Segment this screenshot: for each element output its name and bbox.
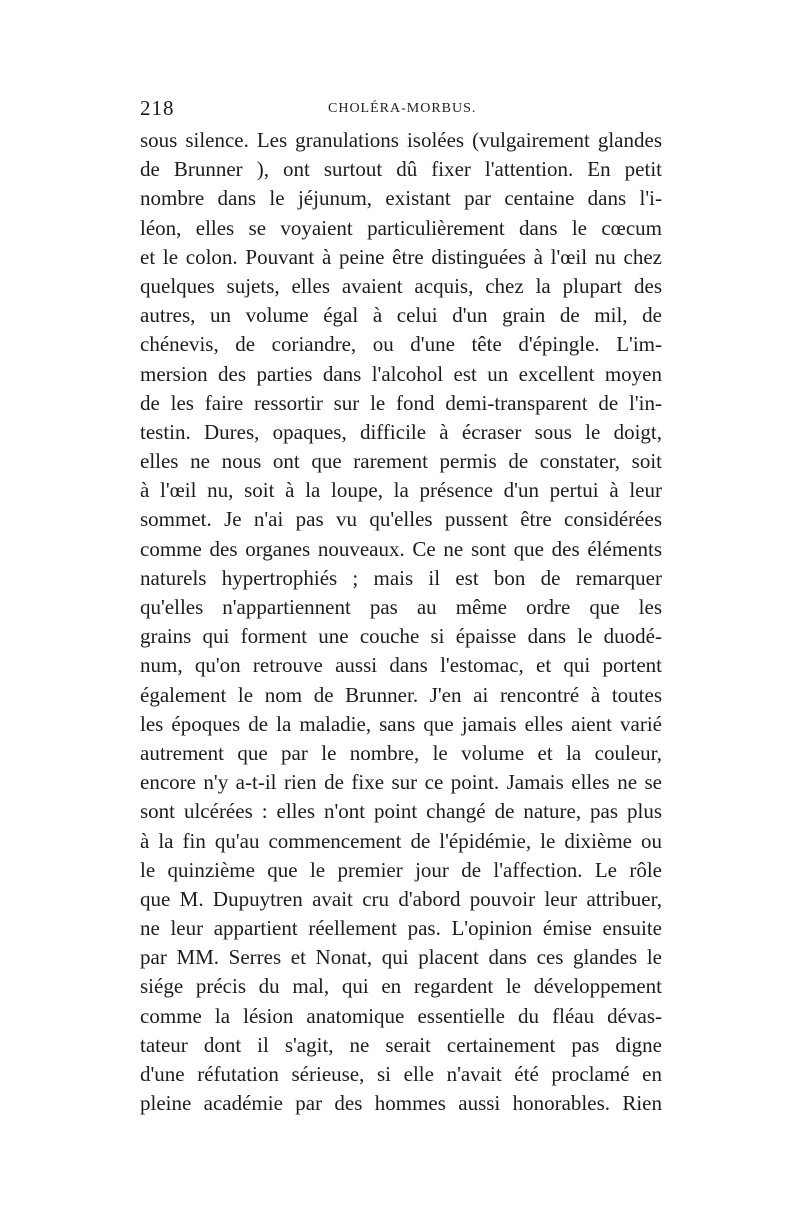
text-line: les époques de la maladie, sans que jamais elles aient varié: [140, 711, 662, 736]
text-line: elles ne nous ont que rarement permis de constater, soit: [140, 449, 662, 474]
text-line: comme des organes nouveaux. Ce ne sont que des éléments: [140, 536, 662, 561]
text-line: naturels hypertrophiés ; mais il est bon de remarquer: [140, 565, 662, 590]
text-line: à la fin qu'au commencement de l'épidémie, le dixième ou: [140, 828, 662, 853]
text-line: nombre dans le jéjunum, existant par centaine dans l'i-: [140, 186, 662, 211]
text-line: ne leur appartient réellement pas. L'opinion émise ensuite: [140, 916, 662, 941]
page-number: 218: [140, 96, 175, 120]
text-line: le quinzième que le premier jour de l'affection. Le rôle: [140, 857, 662, 882]
text-line: sommet. Je n'ai pas vu qu'elles pussent être considérées: [140, 507, 662, 532]
text-line: num, qu'on retrouve aussi dans l'estomac, et qui portent: [140, 653, 662, 678]
running-head: [140, 96, 660, 118]
text-line: sous silence. Les granulations isolées (vulgairement glandes: [140, 128, 662, 152]
text-line: léon, elles se voyaient particulièrement dans le cœcum: [140, 215, 662, 240]
running-title: CHOLÉRA-MORBUS.: [328, 101, 477, 116]
text-line: mersion des parties dans l'alcohol est un excellent moyen: [140, 361, 662, 386]
text-line: et le colon. Pouvant à peine être distinguées à l'œil nu chez: [140, 244, 662, 269]
text-line: d'une réfutation sérieuse, si elle n'avait été proclamé en: [140, 1062, 662, 1086]
text-line: de les faire ressortir sur le fond demi-transparent de l'in-: [140, 390, 662, 415]
text-line: de Brunner ), ont surtout dû fixer l'attention. En petit: [140, 157, 662, 182]
text-line: encore n'y a-t-il rien de fixe sur ce point. Jamais elles ne se: [140, 770, 662, 795]
text-line: autrement que par le nombre, le volume et la couleur,: [140, 740, 662, 765]
text-line: que M. Dupuytren avait cru d'abord pouvoir leur attribuer,: [140, 886, 662, 911]
text-line: quelques sujets, elles avaient acquis, chez la plupart des: [140, 273, 662, 298]
text-line: chénevis, de coriandre, ou d'une tête d'épingle. L'im-: [140, 332, 662, 357]
body-text: [140, 126, 662, 1118]
text-line: à l'œil nu, soit à la loupe, la présence d'un pertui à leur: [140, 478, 662, 503]
text-line: siége précis du mal, qui en regardent le développement: [140, 974, 662, 999]
text-line: également le nom de Brunner. J'en ai rencontré à toutes: [140, 682, 662, 707]
text-line: qu'elles n'appartiennent pas au même ordre que les: [140, 595, 662, 619]
text-line: autres, un volume égal à celui d'un grain de mil, de: [140, 303, 662, 328]
text-line: sont ulcérées : elles n'ont point changé de nature, pas plus: [140, 799, 662, 824]
text-line: grains qui forment une couche si épaisse dans le duodé-: [140, 624, 662, 649]
text-line: pleine académie par des hommes aussi honorables. Rien: [140, 1091, 662, 1116]
text-line: tateur dont il s'agit, ne serait certainement pas digne: [140, 1032, 662, 1057]
text-line: testin. Dures, opaques, difficile à écraser sous le doigt,: [140, 419, 662, 444]
text-line: comme la lésion anatomique essentielle du fléau dévas-: [140, 1003, 662, 1028]
text-line: par MM. Serres et Nonat, qui placent dans ces glandes le: [140, 945, 662, 970]
